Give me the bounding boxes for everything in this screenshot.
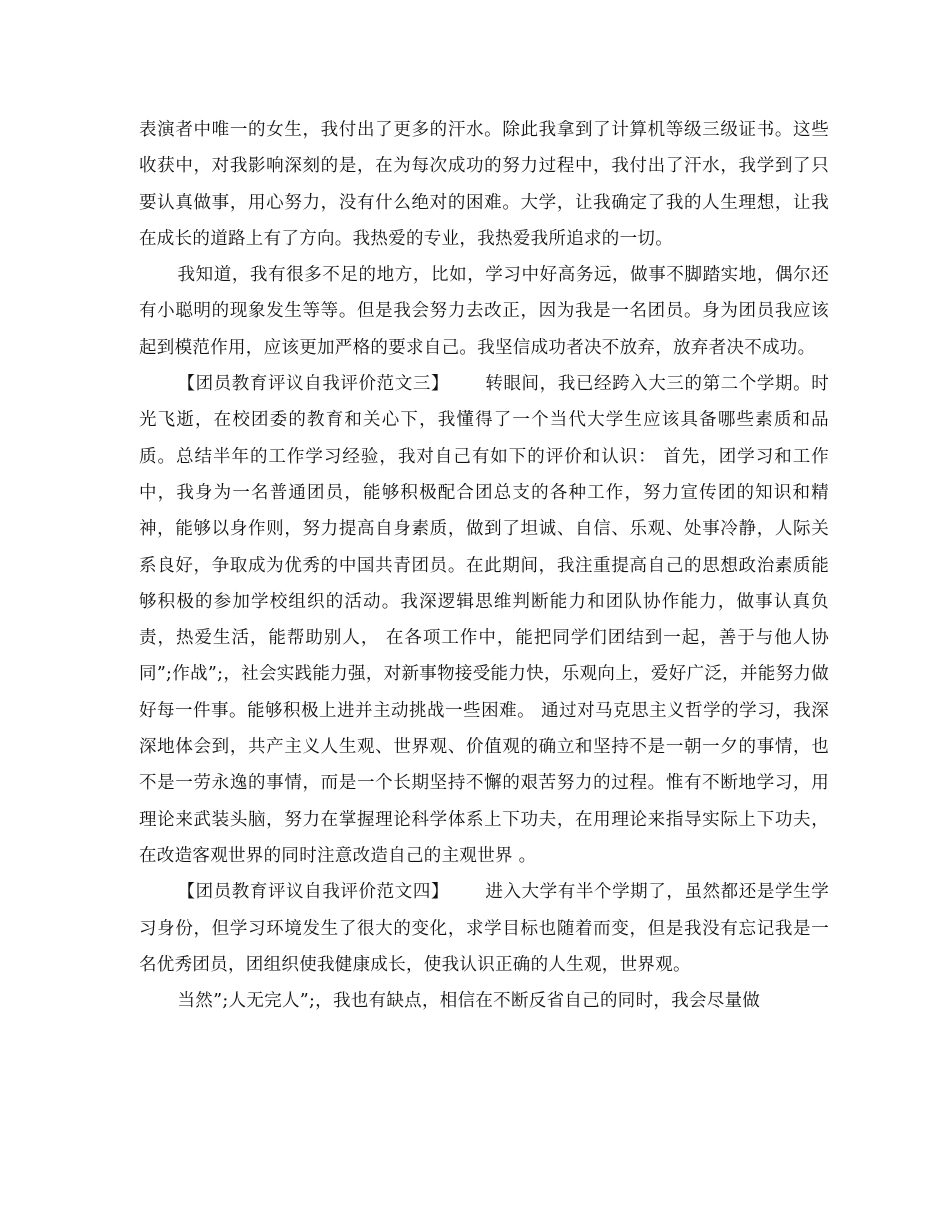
paragraph-text: 我知道，我有很多不足的地方，比如，学习中好高务远，做事不脚踏实地，偶尔还有小聪明的现象发生等等。但是我会努力去改正，因为我是一名团员。身为团员我应该起到模范作用，应该更加严格的要求自己。我坚信成功者决不放弃，放弃者决不成功。 <box>139 265 829 358</box>
paragraph-text: 表演者中唯一的女生，我付出了更多的汗水。除此我拿到了计算机等级三级证书。这些收获中，对我影响深刻的是，在为每次成功的努力过程中，我付出了汗水，我学到了只要认真做事，用心努力，没有什么绝对的困难。大学，让我确定了我的人生理想，让我在成长的道路上有了方向。我热爱的专业，我热爱我所追求的一切。 <box>139 120 829 249</box>
paragraph-3 <box>139 366 829 874</box>
paragraph-5 <box>139 983 829 1019</box>
section-heading-sample-3: 【团员教育评议自我评价范文三】 <box>177 374 450 395</box>
section-heading-sample-4: 【团员教育评议自我评价范文四】 <box>177 882 450 903</box>
paragraph-text: 进入大学有半个学期了，虽然都还是学生学习身份，但学习环境发生了很大的变化，求学目标也随着而变，但是我没有忘记我是一名优秀团员，团组织使我健康成长，使我认识正确的人生观，世界观。 <box>139 882 829 975</box>
paragraph-text: 当然”;人无完人”;，我也有缺点，相信在不断反省自己的同时，我会尽量做 <box>177 991 761 1012</box>
paragraph-1 <box>139 112 829 257</box>
paragraph-2 <box>139 257 829 366</box>
paragraph-4 <box>139 874 829 983</box>
paragraph-text: 转眼间，我已经跨入大三的第二个学期。时光飞逝，在校团委的教育和关心下，我懂得了一个当代大学生应该具备哪些素质和品质。总结半年的工作学习经验，我对自己有如下的评价和认识： 首先，团学习和工作中，我身为一名普通团员，能够积极配合团总支的各种工作，努力宣传团的知识和精神，能够以身作则，努力提高自身素质，做到了坦诚、自信、乐观、处事冷静，人际关系良好，争取成为优秀的中国共青团员。在此期间，我注重提高自己的思想政治素质能够积极的参加学校组织的活动。我深逻辑思维判断能力和团队协作能力，做事认真负责，热爱生活，能帮助别人， 在各项工作中，能把同学们团结到一起，善于与他人协同”;作战”;，社会实践能力强，对新事物接受能力快，乐观向上，爱好广泛，并能努力做好每一件事。能够积极上进并主动挑战一些困难。 通过对马克思主义哲学的学习，我深深地体会到，共产主义人生观、世界观、价值观的确立和坚持不是一朝一夕的事情，也不是一劳永逸的事情，而是一个长期坚持不懈的艰苦努力的过程。惟有不断地学习，用理论来武装头脑，努力在掌握理论科学体系上下功夫，在用理论来指导实际上下功夫，在改造客观世界的同时注意改造自己的主观世界 。 <box>139 374 829 866</box>
document-body <box>139 112 829 1019</box>
